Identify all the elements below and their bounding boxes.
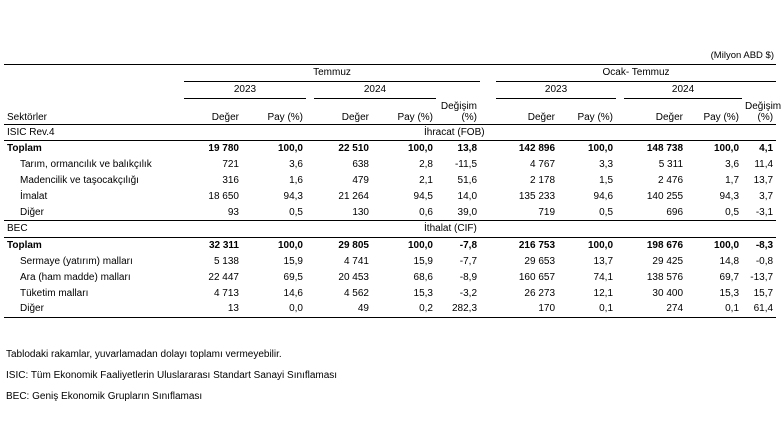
footnote-isic: ISIC: Tüm Ekonomik Faaliyetlerin Uluslararası Standart Sanayi Sınıflaması — [6, 370, 338, 381]
footnote-bec: BEC: Geniş Ekonomik Grupların Sınıflaması — [6, 391, 203, 402]
table-row: Madencilik ve taşocakçılığı 316 1,6 479 2,1 51,6 2 178 1,5 2 476 1,7 13,7 — [20, 174, 774, 186]
header-row-years — [4, 81, 776, 98]
section-row-bec — [4, 221, 776, 238]
table-row: Tarım, ormancılık ve balıkçılık 721 3,6 638 2,8 -11,5 4 767 3,3 5 311 3,6 11,4 — [20, 159, 774, 171]
classification-bec: BEC — [4, 221, 480, 238]
footnotes — [6, 344, 337, 407]
year-2024-cum: 2024 — [624, 81, 742, 98]
trade-table — [4, 64, 781, 318]
section-exports: İhracat (FOB) — [480, 124, 776, 141]
year-2024-july: 2024 — [314, 81, 436, 98]
share-header: Pay (%) — [558, 98, 616, 124]
table-row: Toplam 32 311 100,0 29 805 100,0 -7,8 216 753 100,0 198 676 100,0 -8,3 — [7, 240, 774, 252]
period-jan-july: Ocak- Temmuz — [496, 65, 776, 82]
table-row: Toplam 19 780 100,0 22 510 100,0 13,8 142 896 100,0 148 738 100,0 4,1 — [7, 143, 774, 155]
share-header: Pay (%) — [686, 98, 742, 124]
change-header: Değişim (%) — [436, 98, 480, 124]
period-july: Temmuz — [184, 65, 480, 82]
classification-isic: ISIC Rev.4 — [4, 124, 480, 141]
year-2023-july: 2023 — [184, 81, 306, 98]
header-row-periods — [4, 65, 776, 82]
sector-header: Sektörler — [4, 98, 184, 124]
table-row: Tüketim malları 4 713 14,6 4 562 15,3 -3,2 26 273 12,1 30 400 15,3 15,7 — [20, 287, 774, 299]
table-row: Diğer 13 0,0 49 0,2 282,3 170 0,1 274 0,1 61,4 — [4, 301, 776, 317]
table-row: İmalat 18 650 94,3 21 264 94,5 14,0 135 233 94,6 140 255 94,3 3,7 — [20, 190, 774, 202]
value-header: Değer — [624, 98, 686, 124]
unit-label: (Milyon ABD $) — [710, 50, 774, 61]
change-header: Değişim (%) — [742, 98, 776, 124]
value-header: Değer — [184, 98, 242, 124]
section-imports: İthalat (CIF) — [480, 221, 776, 238]
footnote-rounding: Tablodaki rakamlar, yuvarlamadan dolayı toplamı vermeyebilir. — [6, 349, 282, 360]
value-header: Değer — [314, 98, 372, 124]
section-row-isic — [4, 124, 776, 141]
share-header: Pay (%) — [372, 98, 436, 124]
header-row-columns — [4, 98, 776, 124]
value-header: Değer — [496, 98, 558, 124]
table-row: Sermaye (yatırım) malları 5 138 15,9 4 741 15,9 -7,7 29 653 13,7 29 425 14,8 -0,8 — [20, 255, 774, 267]
table-row: Ara (ham madde) malları 22 447 69,5 20 453 68,6 -8,9 160 657 74,1 138 576 69,7 -13,7 — [20, 271, 774, 283]
year-2023-cum: 2023 — [496, 81, 616, 98]
table-row: Diğer 93 0,5 130 0,6 39,0 719 0,5 696 0,5 -3,1 — [20, 206, 774, 218]
share-header: Pay (%) — [242, 98, 306, 124]
